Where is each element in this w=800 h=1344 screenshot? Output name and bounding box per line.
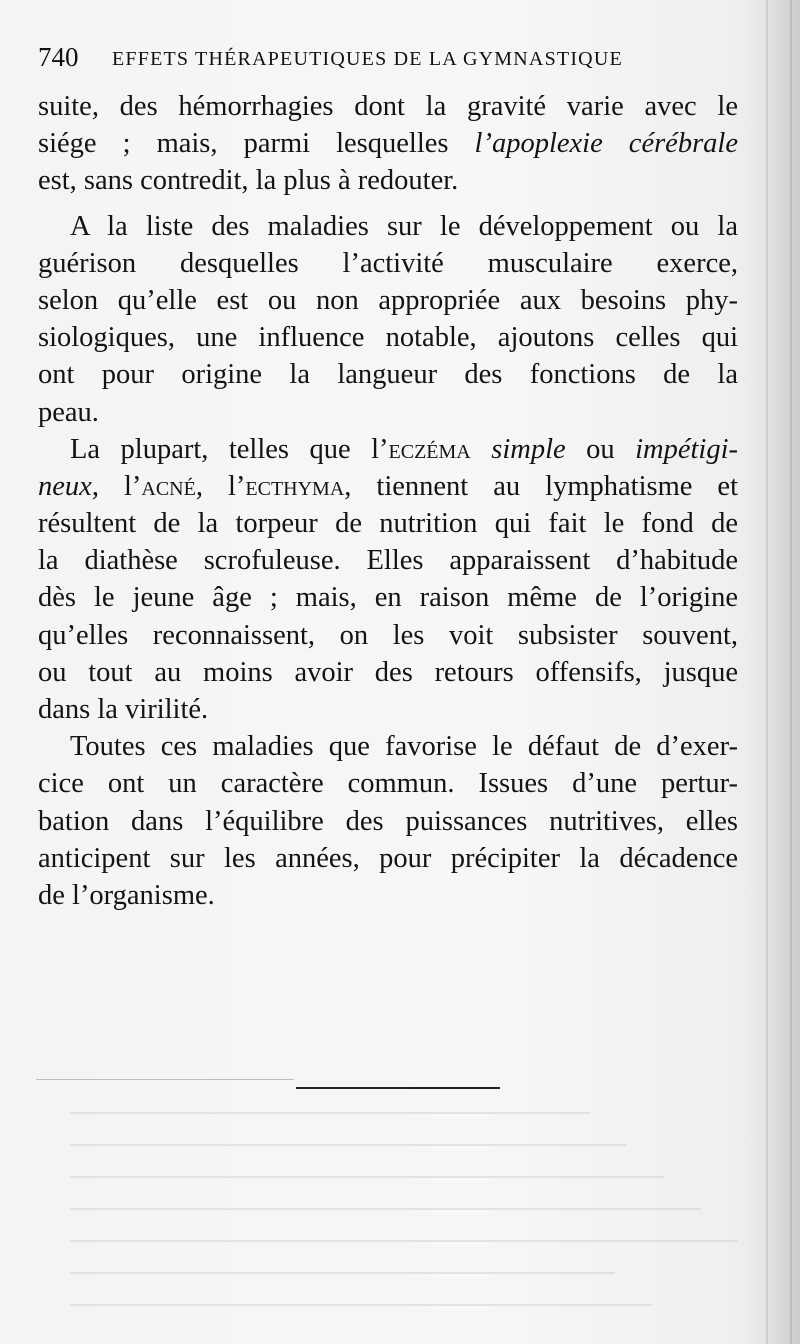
text-line: selon qu’elle est ou non appropriée aux besoins phy- [38, 284, 738, 316]
text-line: la diathèse scrofuleuse. Elles apparaissent d’habitude [38, 545, 738, 577]
bleed-through-text [70, 1194, 750, 1220]
bleed-through-text [70, 1258, 750, 1284]
text-line: neux, l’acné, l’ecthyma, tiennent au lymphatisme et [38, 470, 738, 502]
text-line: résultent de la torpeur de nutrition qui fait le fond de [38, 508, 738, 540]
text-line: suite, des hémorrhagies dont la gravité varie avec le [38, 91, 738, 122]
page-edge-line [766, 0, 768, 1344]
text-line: dès le jeune âge ; mais, en raison même de l’origine [38, 582, 738, 614]
page-number: 740 [38, 42, 79, 72]
text-line: Toutes ces maladies que favorise le défaut de d’exer- [70, 731, 738, 763]
body-text [38, 88, 738, 914]
text-line: La plupart, telles que l’eczéma simple ou impétigi- [70, 433, 738, 465]
text-line: est, sans contredit, la plus à redouter. [38, 165, 459, 197]
bleed-through-text [70, 1162, 750, 1188]
text-line: guérison desquelles l’activité musculaire exerce, [38, 247, 738, 279]
bleed-through-text [70, 1226, 750, 1252]
text-line: A la liste des maladies sur le développement ou la [70, 210, 738, 242]
text-line: bation dans l’équilibre des puissances nutritives, elles [38, 805, 738, 837]
running-title: EFFETS THÉRAPEUTIQUES DE LA GYMNASTIQUE [112, 48, 623, 70]
text-line: ou tout au moins avoir des retours offensifs, jusque [38, 656, 738, 688]
bleed-through-text [70, 1098, 750, 1124]
page-edge-line [790, 0, 792, 1344]
text-line: siége ; mais, parmi lesquelles l’apoplexie cérébrale [38, 128, 738, 160]
text-line: cice ont un caractère commun. Issues d’une pertur- [38, 768, 738, 800]
text-line: dans la virilité. [38, 694, 209, 725]
bleed-through-text [70, 1290, 750, 1316]
text-line: qu’elles reconnaissent, on les voit subsister souvent, [38, 619, 738, 651]
text-line: siologiques, une influence notable, ajoutons celles qui [38, 322, 738, 354]
end-rule [296, 1087, 500, 1089]
faint-rule [36, 1079, 294, 1080]
page-header [38, 42, 760, 78]
text-line: ont pour origine la langueur des fonctions de la [38, 359, 738, 391]
text-line: anticipent sur les années, pour précipiter la décadence [38, 842, 738, 874]
bleed-through-text [70, 1130, 750, 1156]
text-line: peau. [38, 396, 99, 428]
text-line: de l’organisme. [38, 879, 215, 911]
